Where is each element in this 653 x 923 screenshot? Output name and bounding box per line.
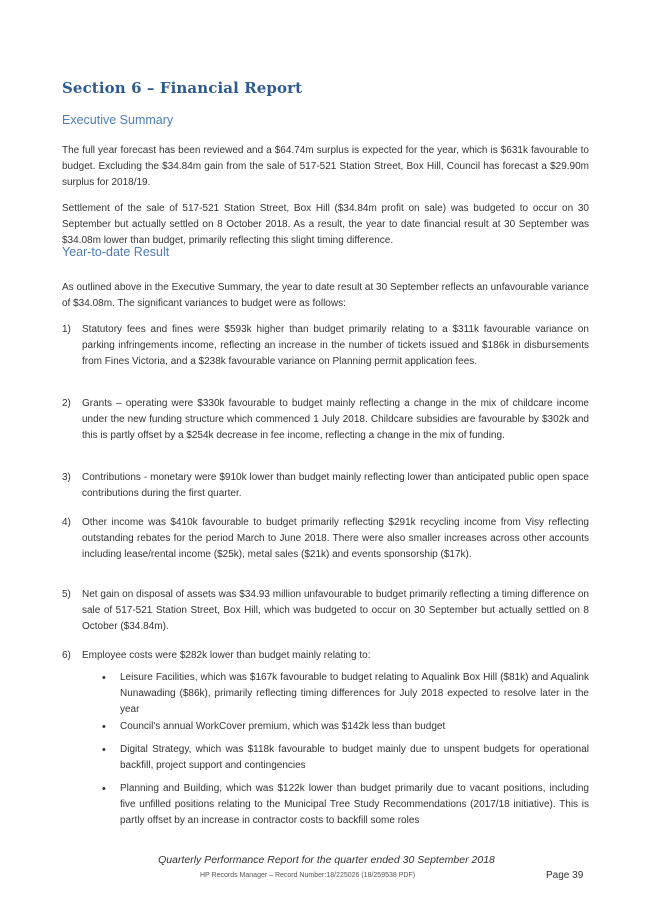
list-item-text: Contributions - monetary were $910k lower than budget mainly reflecting lower than anticipated public open space contributions during the first quarter. (82, 472, 589, 499)
list-number: 4) (62, 517, 71, 528)
bullet-item-1 (102, 670, 589, 718)
bullet-text: Planning and Building, which was $122k lower than budget primarily due to vacant positions, including five unfilled positions relating to the Municipal Tree Study Recommendations (2017/18 initiative). This is partly offset by an increase in contractor costs to backfill some roles (120, 783, 589, 826)
list-item-text: Statutory fees and fines were $593k higher than budget primarily relating to a $311k favourable variance on parking infringements income, reflecting an increase in the number of tickets issued and $186k in disbursements from Fines Victoria, and a $238k favourable variance on Planning permit application fees. (82, 324, 589, 367)
list-number: 2) (62, 398, 71, 409)
list-item-text: Grants – operating were $330k favourable to budget mainly reflecting a change in the mix of childcare income under the new funding structure which commenced 1 July 2018. Childcare subsidies are favourable by $302k and this is partly offset by a $254k decrease in fee income, reflecting a change in the mix of funding. (82, 398, 589, 441)
list-number: 3) (62, 472, 71, 483)
list-item-6 (62, 648, 589, 664)
list-number: 6) (62, 650, 71, 661)
page-number: Page 39 (546, 870, 584, 881)
list-item-text: Employee costs were $282k lower than budget mainly relating to: (82, 650, 371, 661)
bullet-item-4 (102, 781, 589, 829)
list-item-5 (62, 587, 589, 635)
executive-summary-paragraph-2: Settlement of the sale of 517-521 Station Street, Box Hill ($34.84m profit on sale) was budgeted to occur on 30 September but actually settled on 8 October 2018. As a result, the year to date financial result at 30 September was $34.08m lower than budget, primarily reflecting this slight timing difference. (62, 203, 589, 246)
list-item-3 (62, 470, 589, 502)
executive-summary-paragraph-1: The full year forecast has been reviewed and a $64.74m surplus is expected for the year, which is $631k favourable to budget. Excluding the $34.84m gain from the sale of 517-521 Station Street, Box Hill, Council has forecast a $29.90m surplus for 2018/19. (62, 145, 589, 188)
list-item-1 (62, 322, 589, 370)
bullet-text: Leisure Facilities, which was $167k favourable to budget relating to Aqualink Box Hill ($81k) and Aqualink Nunawading ($86k), primarily reflecting timing differences for July 2018 expected to resolve later in the year (120, 672, 589, 715)
bullet-item-2 (102, 719, 589, 735)
footer-record-number: HP Records Manager – Record Number:18/225026 (18/259538 PDF) (200, 872, 416, 879)
bullet-text: Digital Strategy, which was $118k favourable to budget mainly due to unspent budgets for operational backfill, project support and contingencies (120, 744, 589, 771)
bullet-icon: • (102, 721, 106, 733)
bullet-item-3 (102, 742, 589, 774)
executive-summary-heading: Executive Summary (62, 113, 174, 127)
section-title: Section 6 – Financial Report (62, 79, 303, 97)
list-number: 5) (62, 589, 71, 600)
bullet-text: Council's annual WorkCover premium, which was $142k less than budget (120, 721, 446, 732)
list-item-2 (62, 396, 589, 444)
ytd-intro-paragraph: As outlined above in the Executive Summary, the year to date result at 30 September reflects an unfavourable variance of $34.08m. The significant variances to budget were as follows: (62, 282, 589, 309)
footer-title: Quarterly Performance Report for the quarter ended 30 September 2018 (158, 854, 495, 866)
list-item-text: Other income was $410k favourable to budget primarily reflecting $291k recycling income from Visy reflecting outstanding rebates for the period March to June 2018. There were also smaller increases across other accounts including lease/rental income ($25k), metal sales ($21k) and events sponsorship ($17k). (82, 517, 589, 560)
bullet-icon: • (102, 672, 106, 684)
list-number: 1) (62, 324, 71, 335)
list-item-text: Net gain on disposal of assets was $34.93 million unfavourable to budget primarily reflecting a timing difference on sale of 517-521 Station Street, Box Hill, which was budgeted to occur on 30 September but actually settled on 8 October ($34.84m). (82, 589, 589, 632)
bullet-icon: • (102, 783, 106, 795)
list-item-4 (62, 515, 589, 563)
bullet-icon: • (102, 744, 106, 756)
ytd-result-heading: Year-to-date Result (62, 245, 170, 259)
